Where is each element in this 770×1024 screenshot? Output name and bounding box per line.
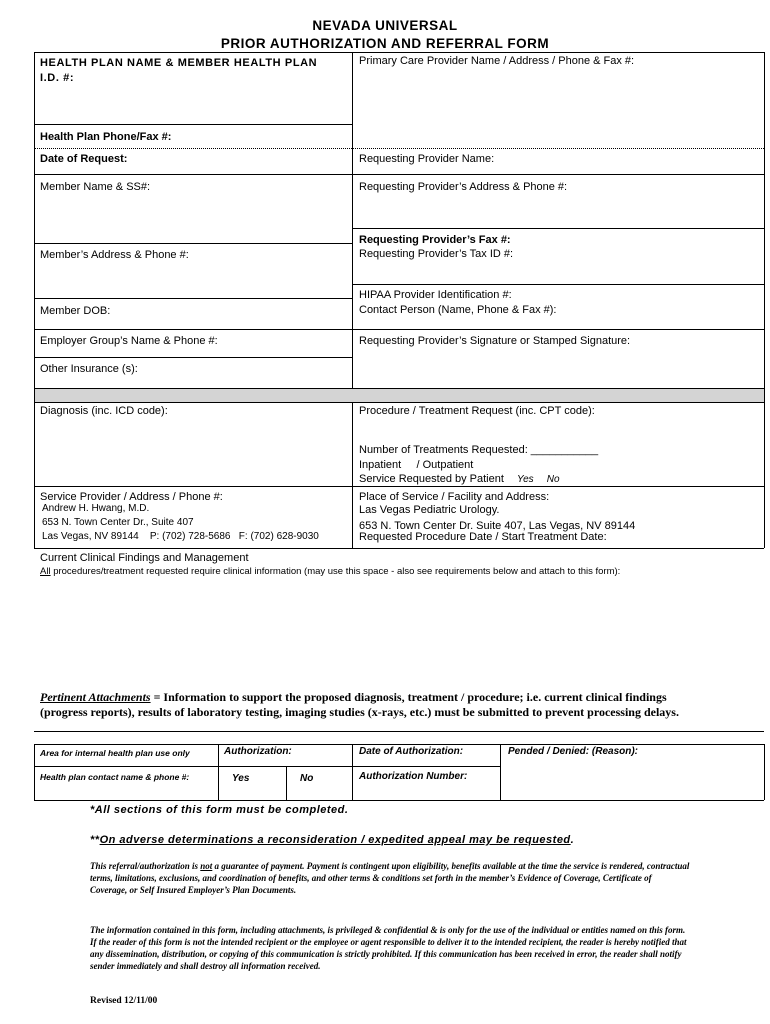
member-address-label: Member’s Address & Phone #: <box>40 249 189 261</box>
payment-disclaimer: This referral/authorization is not a guarantee of payment. Payment is contingent upon eligibility, benefits available at the time the service is rendered, contractual terms, limitations, exclusions, and coordination of benefits, and other terms & conditions set forth in the member’s Evidence of Coverage, Certificate of Coverage, or Self Insured Employer’s Plan Documents. <box>90 861 690 895</box>
internal-table-border <box>34 744 35 800</box>
clinical-instructions <box>40 566 620 578</box>
center-divider-upper <box>352 52 353 388</box>
contact-person-label: Contact Person (Name, Phone & Fax #): <box>359 304 557 316</box>
authorization-number-label: Authorization Number: <box>359 771 468 782</box>
adverse-note-text: On adverse determinations a reconsideration / expedited appeal may be requested <box>99 834 571 846</box>
facility-address: 653 N. Town Center Dr. Suite 407, Las Vegas, NV 89144 <box>359 520 636 532</box>
internal-no[interactable]: No <box>300 773 314 784</box>
service-provider-city-phone: Las Vegas, NV 89144 P: (702) 728-5686 F: (702) 628-9030 <box>42 531 319 542</box>
right-border <box>764 52 765 548</box>
internal-table-border <box>352 744 353 800</box>
requested-by-patient-no[interactable]: No <box>546 474 560 485</box>
confidentiality-notice: The information contained in this form, including attachments, is privileged & confidential & is only for the use of the individual or entities named on this form. If the reader of this form is not the intended recipient or the employee or agent responsible to deliver it to the intended recipient, the reader is hereby notified that any dissemination, distribution, or copying of this communication is strictly prohibited. If this communication has been received in error, the reader shall notify sender immediately and shall destroy all information received. <box>90 925 687 971</box>
pended-denied-label: Pended / Denied: (Reason): <box>508 746 639 757</box>
requesting-provider-address-label: Requesting Provider’s Address & Phone #: <box>359 181 568 193</box>
clinical-heading: Current Clinical Findings and Management <box>40 552 249 564</box>
health-plan-label: HEALTH PLAN NAME & MEMBER HEALTH PLAN I.D. #: <box>40 57 318 84</box>
requesting-provider-name-label: Requesting Provider Name: <box>359 153 495 165</box>
facility-name: Las Vegas Pediatric Urology. <box>359 504 500 516</box>
member-dob-label: Member DOB: <box>40 305 111 317</box>
form-title-line2: PRIOR AUTHORIZATION AND REFERRAL FORM <box>220 36 550 51</box>
center-divider-lower <box>352 402 353 548</box>
date-of-request-label: Date of Request: <box>40 153 128 165</box>
num-treatments-label: Number of Treatments Requested: ___________ <box>359 444 599 456</box>
internal-contact-label: Health plan contact name & phone #: <box>40 772 190 782</box>
divider <box>34 298 352 299</box>
divider <box>34 243 352 244</box>
requesting-provider-tax-label: Requesting Provider’s Tax ID #: <box>359 248 514 260</box>
internal-table-border <box>500 744 501 800</box>
all-sections-note: *All sections of this form must be completed. <box>90 804 349 816</box>
attachments-note <box>40 690 679 720</box>
attachments-label: Pertinent Attachments <box>40 690 151 704</box>
procedure-date-label: Requested Procedure Date / Start Treatment Date: <box>359 531 607 543</box>
form-title-line1: NEVADA UNIVERSAL <box>312 18 458 33</box>
service-provider-label: Service Provider / Address / Phone #: <box>40 491 223 503</box>
divider <box>34 357 352 358</box>
divider <box>34 402 764 403</box>
procedure-label: Procedure / Treatment Request (inc. CPT code): <box>359 405 595 417</box>
clinical-findings-field[interactable] <box>36 582 762 686</box>
clinical-instructions-text: procedures/treatment requested require clinical information (may use this space - also see requirements below and attach to this form): <box>50 566 621 577</box>
requesting-provider-fax-label: Requesting Provider’s Fax #: <box>359 234 511 246</box>
internal-yes[interactable]: Yes <box>232 773 250 784</box>
clinical-all: All <box>40 566 51 577</box>
divider <box>352 228 764 229</box>
attachments-line1: = Information to support the proposed diagnosis, treatment / procedure; i.e. current clinical findings <box>150 690 667 704</box>
divider <box>34 548 764 549</box>
internal-area-label: Area for internal health plan use only <box>40 748 190 758</box>
employer-group-label: Employer Group’s Name & Phone #: <box>40 335 218 347</box>
hipaa-label: HIPAA Provider Identification #: <box>359 289 512 301</box>
divider <box>34 486 352 487</box>
top-border <box>34 52 764 53</box>
internal-table-bottom <box>34 800 764 801</box>
authorization-label: Authorization: <box>224 746 292 757</box>
divider <box>34 174 764 175</box>
internal-table-mid <box>34 766 500 767</box>
attachments-line2: (progress reports), results of laboratory testing, imaging studies (x-rays, etc.) must be submitted to prevent processing delays. <box>40 705 679 719</box>
place-of-service-label: Place of Service / Facility and Address: <box>359 491 550 503</box>
requested-by-patient-label: Service Requested by Patient <box>359 473 504 485</box>
health-plan-phone-label: Health Plan Phone/Fax #: <box>40 131 172 143</box>
left-border <box>34 52 35 548</box>
divider <box>34 329 764 330</box>
diagnosis-label: Diagnosis (inc. ICD code): <box>40 405 168 417</box>
inpatient-outpatient-label[interactable]: Inpatient / Outpatient <box>359 459 474 471</box>
divider <box>34 124 352 125</box>
divider <box>34 388 764 389</box>
service-provider-name: Andrew H. Hwang, M.D. <box>42 503 150 514</box>
member-name-label: Member Name & SS#: <box>40 181 151 193</box>
service-provider-street: 653 N. Town Center Dr., Suite 407 <box>42 517 194 528</box>
signature-label: Requesting Provider’s Signature or Stamped Signature: <box>359 335 631 347</box>
internal-table-border <box>286 766 287 800</box>
divider <box>352 486 764 487</box>
internal-table-top <box>34 744 764 745</box>
requested-by-patient-yes[interactable]: Yes <box>516 474 534 485</box>
pcp-label: Primary Care Provider Name / Address / Phone & Fax #: <box>359 55 635 67</box>
divider <box>352 284 764 285</box>
internal-table-border <box>764 744 765 800</box>
date-of-authorization-label: Date of Authorization: <box>359 746 464 757</box>
divider <box>34 148 764 149</box>
shaded-separator <box>35 388 764 402</box>
adverse-note: **On adverse determinations a reconsideration / expedited appeal may be requested. <box>90 834 575 846</box>
revision-date: Revised 12/11/00 <box>90 996 158 1006</box>
requested-by-patient-row <box>359 473 560 486</box>
divider <box>34 731 764 732</box>
internal-table-border <box>218 744 219 800</box>
other-insurance-label: Other Insurance (s): <box>40 363 138 375</box>
